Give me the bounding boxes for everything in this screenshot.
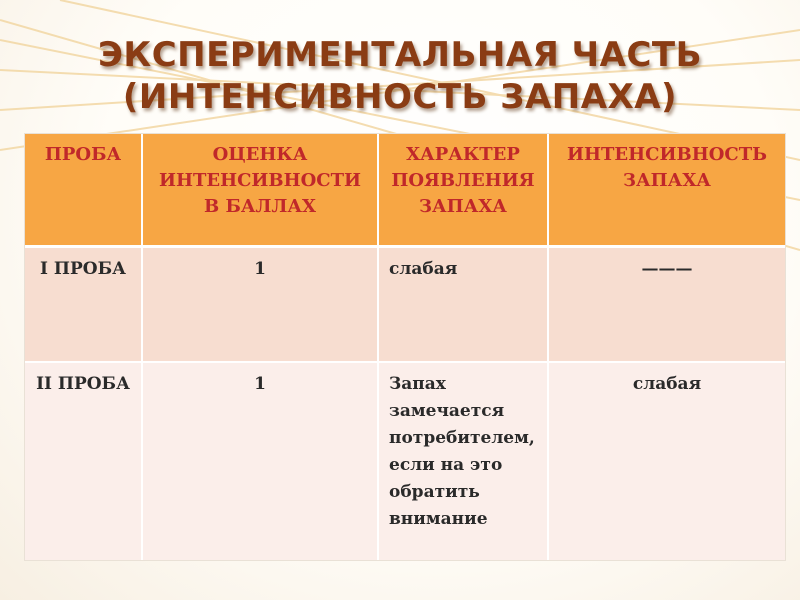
header-text: ИНТЕНСИВНОСТЬ xyxy=(567,144,767,165)
cell-text: если на это xyxy=(389,455,503,475)
header-text: ИНТЕНСИВНОСТИ xyxy=(158,170,362,191)
cell-sample: I ПРОБА xyxy=(25,248,143,363)
cell-score: 1 xyxy=(143,363,379,560)
cell-character xyxy=(379,248,549,363)
table-row xyxy=(25,363,785,560)
cell-sample: II ПРОБА xyxy=(25,363,143,560)
header-sample xyxy=(25,134,143,248)
header-text: В БАЛЛАХ xyxy=(204,196,316,217)
cell-intensity xyxy=(549,248,785,363)
cell-text: Запах xyxy=(389,374,446,394)
cell-text: потребителем, xyxy=(389,428,535,448)
header-text: ХАРАКТЕР xyxy=(406,144,520,165)
header-intensity xyxy=(549,134,785,248)
header-text: ОЦЕНКА xyxy=(212,144,308,165)
cell-text: слабая xyxy=(389,259,458,279)
table-row xyxy=(25,248,785,363)
cell-text: обратить xyxy=(389,482,480,502)
odor-intensity-table xyxy=(25,134,785,560)
cell-text: внимание xyxy=(389,509,488,529)
cell-character xyxy=(379,363,549,560)
header-text: ПРОБА xyxy=(44,144,122,165)
header-character xyxy=(379,134,549,248)
cell-text: ——— xyxy=(641,259,693,279)
header-score xyxy=(143,134,379,248)
cell-score: 1 xyxy=(143,248,379,363)
header-text: ЗАПАХА xyxy=(623,170,711,191)
title-line-1: ЭКСПЕРИМЕНТАЛЬНАЯ ЧАСТЬ xyxy=(97,35,703,75)
cell-intensity: слабая xyxy=(549,363,785,560)
table-header-row xyxy=(25,134,785,248)
slide-title xyxy=(40,34,760,118)
title-line-2: (ИНТЕНСИВНОСТЬ ЗАПАХА) xyxy=(122,77,678,117)
header-text: ЗАПАХА xyxy=(419,196,507,217)
cell-text: замечается xyxy=(389,401,505,421)
header-text: ПОЯВЛЕНИЯ xyxy=(391,170,535,191)
